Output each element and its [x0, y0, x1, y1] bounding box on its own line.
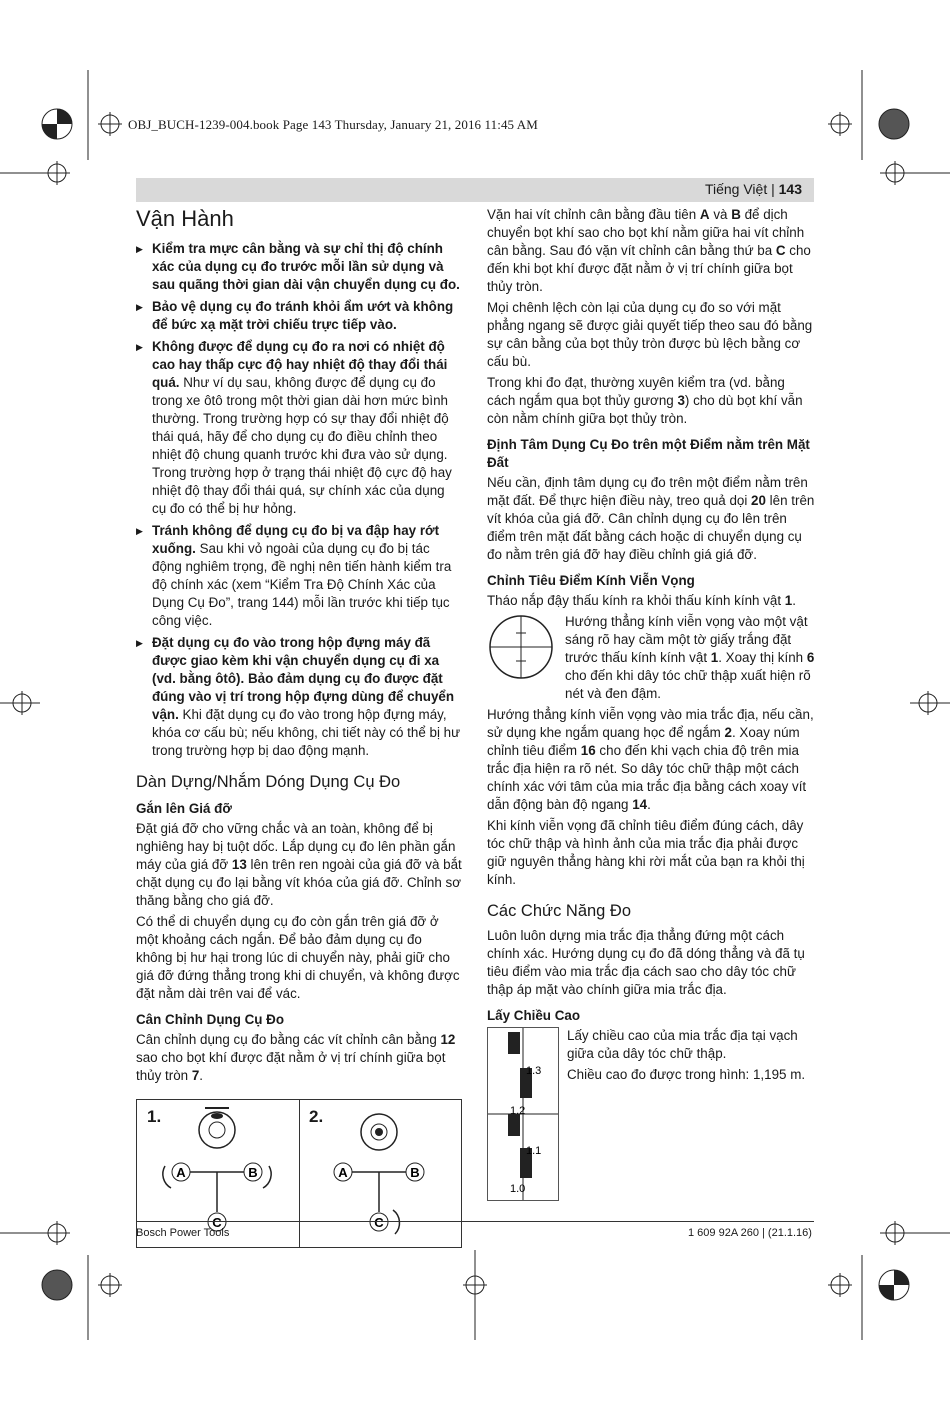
- paragraph: Cân chỉnh dụng cụ đo bằng các vít chỉnh cân bằng 12 sao cho bọt khí được đặt nằm ở vị trí chính giữa bọt thủy tròn 7.: [136, 1032, 456, 1083]
- footer-rule: [136, 1221, 814, 1222]
- figure-step-2: 2. A B C: [299, 1100, 461, 1247]
- subheading-center: Định Tâm Dụng Cụ Đo trên một Điểm nằm trên Mặt Đất: [487, 437, 810, 470]
- screw-label-b: B: [248, 1165, 258, 1180]
- page-number: 143: [778, 181, 802, 197]
- paragraph: Nếu cần, định tâm dụng cụ đo trên một điểm nằm trên mặt đất. Để thực hiện điều này, treo quả dọi 20 lên trên vít khóa của giá đỡ. Cân chỉnh dụng cụ đo lên trên điểm trên mặt đất bằng cách hoặc di chuyển dụng cụ đo nằm trên giá đỡ hay điều chỉnh giá giá đỡ.: [487, 475, 815, 562]
- paragraph: Vặn hai vít chỉnh cân bằng đầu tiên A và B để dịch chuyển bọt khí sao cho bọt khí nằm giữa hai vít chỉnh cân bằng. Sau đó vặn vít chỉnh cân bằng thứ ba C cho đến khi bọt khí được đặt nằm ở vị trí chính giữa bọt thủy tròn.: [487, 207, 811, 294]
- bullet-item: ▶ Kiểm tra mực cân bằng và sự chỉ thị độ chính xác của dụng cụ đo trước mỗi lần sử dụng và sau quãng thời gian dài vận chuyển dụng cụ đo.: [136, 240, 462, 294]
- subheading-focus: Chỉnh Tiêu Điểm Kính Viễn Vọng: [487, 573, 695, 588]
- crosshair-figure: [487, 613, 557, 683]
- leveling-figure: [136, 1099, 462, 1248]
- subheading-mount: Gắn lên Giá đỡ: [136, 801, 232, 816]
- subheading-level: Cân Chỉnh Dụng Cụ Đo: [136, 1012, 285, 1027]
- screw-label-c: C: [374, 1215, 384, 1230]
- leveling-staff-figure: [487, 1027, 559, 1201]
- paragraph: Chiều cao đo được trong hình: 1,195 m.: [567, 1067, 806, 1082]
- height-text: [567, 1027, 815, 1201]
- paragraph: Hướng thẳng kính viễn vọng vào mia trắc địa, nếu cần, sử dụng khe ngắm quang học để ngắm 2. Xoay núm chỉnh tiêu điểm 16 cho đến khi vạch chia độ trên mia trắc địa hiện ra rõ nét. So dây tóc chữ thập một cách chính xác với tâm của mia trắc địa bằng cách xoay vít dẫn động bàn độ ngang 14.: [487, 707, 814, 812]
- page-header: Tiếng Việt | 143: [704, 181, 802, 197]
- figure-step-1: 1. A B C: [137, 1100, 299, 1247]
- staff-label: 1.0: [510, 1183, 526, 1195]
- paragraph: Khi kính viễn vọng đã chỉnh tiêu điểm đúng cách, dây tóc chữ thập và hình ảnh của mia trắc địa phải được giữ nguyên thẳng hàng khi rời mắt của bạn ra khỏi thị kính.: [487, 818, 805, 887]
- focus-block: [487, 613, 815, 706]
- staff-label: 1.1: [526, 1145, 542, 1157]
- screw-label-a: A: [176, 1165, 186, 1180]
- page-title: Vận Hành: [136, 206, 234, 231]
- footer-brand: Bosch Power Tools: [136, 1227, 230, 1239]
- paragraph: Lấy chiều cao của mia trắc địa tại vạch giữa của dây tóc chữ thập.: [567, 1028, 798, 1061]
- paragraph: Đặt giá đỡ cho vững chắc và an toàn, không để bị nghiêng hay bị tuột dốc. Lắp dụng cụ đo lên phần gắn máy của giá đỡ 13 lên trên ren ngoài của giá đỡ và bắt chặt dụng cụ đo lại bằng vít khóa của giá đỡ. Chỉnh sơ thăng bằng cho giá đỡ.: [136, 821, 462, 908]
- book-header: OBJ_BUCH-1239-004.book Page 143 Thursday, January 21, 2016 11:45 AM: [128, 117, 538, 132]
- screw-label-a: A: [338, 1165, 348, 1180]
- staff-label: 1.2: [510, 1105, 526, 1117]
- height-block: [487, 1027, 815, 1201]
- screw-label-b: B: [410, 1165, 420, 1180]
- footer-doc-number: 1 609 92A 260 | (21.1.16): [688, 1227, 812, 1239]
- paragraph: Có thể di chuyển dụng cụ đo còn gắn trên giá đỡ ở một khoảng cách ngắn. Để bảo đảm dụng cụ đo không bị hư hại trong lúc di chuyển này, phải giữ cho giá đỡ đứng thẳng trong khi di chuyển, và không được đặt nằm dài trên vai để vác.: [136, 914, 460, 1001]
- bullet-item: ▶ Không được để dụng cụ đo ra nơi có nhiệt độ cao hay thấp cực độ hay nhiệt độ thay đổi thái quá. Như ví dụ sau, không được để dụng cụ đo trong xe ôtô trong một thời gian dài hơn mức bình thường. Trong trường hợp có sự thay đổi nhiệt độ thái quá, hãy để cho dụng cụ đo điều chỉnh theo nhiệt độ chung quanh trước khi đưa vào sử dụng. Trong trường hợp ở trạng thái nhiệt độ cực độ hay nhiệt độ thay đổi thái quá, sự chính xác của dụng cụ đo có thể bị hư hỏng.: [136, 338, 462, 518]
- paragraph: Trong khi đo đạt, thường xuyên kiểm tra (vd. bằng cách ngắm qua bọt thủy gương 3) cho dù bọt khí vẫn còn nằm chính giữa bọt thủy tròn.: [487, 375, 803, 426]
- screw-label-c: C: [212, 1215, 222, 1230]
- bullet-item: ▶ Đặt dụng cụ đo vào trong hộp đựng máy đã được giao kèm khi vận chuyển dụng cụ đi xa (vd. bằng ôtô). Bảo đảm dụng cụ đo được đặt đúng vào vị trí trong hộp đựng dùng để chuyển vận. Khi đặt dụng cụ đo vào trong hộp đựng máy, khóa cơ cấu bù; nếu không, chi tiết này có thể bị hư trong trường hợp bị dao động mạnh.: [136, 634, 462, 760]
- bullet-item: ▶ Tránh không để dụng cụ đo bị va đập hay rớt xuống. Sau khi vỏ ngoài của dụng cụ đo bị tác động nghiêm trọng, đề nghị nên tiến hành kiểm tra độ chính xác (xem “Kiểm Tra Độ Chính Xác của Dụng Cụ Đo”, trang 144) mỗi lần trước khi tiếp tục công việc.: [136, 522, 462, 630]
- right-column: [487, 206, 815, 1201]
- bullet-item: ▶ Bảo vệ dụng cụ đo tránh khỏi ẩm ướt và không để bức xạ mặt trời chiếu trực tiếp vào.: [136, 298, 462, 334]
- staff-label: 1.3: [526, 1065, 542, 1077]
- registration-target-tl: [42, 109, 122, 139]
- paragraph: Tháo nắp đậy thấu kính ra khỏi thấu kính kính vật 1.: [487, 593, 796, 608]
- section-heading-setup: Dàn Dựng/Nhắm Dóng Dụng Cụ Đo: [136, 773, 401, 791]
- subheading-height: Lấy Chiều Cao: [487, 1008, 581, 1023]
- section-heading-functions: Các Chức Năng Đo: [487, 902, 632, 920]
- registration-target-tr: [828, 109, 909, 139]
- header-language: Tiếng Việt: [704, 181, 768, 197]
- paragraph: Hướng thẳng kính viễn vọng vào một vật sáng rõ hay cầm một tờ giấy trắng đặt trước thấu kính kính vật 1. Xoay thị kính 6 cho đến khi dây tóc chữ thập xuất hiện rõ nét và đen đậm.: [565, 614, 815, 701]
- left-column: [136, 206, 462, 1248]
- paragraph: Mọi chênh lệch còn lại của dụng cụ đo so với mặt phẳng ngang sẽ được giải quyết tiếp theo sau đó bằng sự cân bằng của bọt thủy tròn được bù lệch bằng cơ cấu bù.: [487, 300, 813, 369]
- paragraph: Luôn luôn dựng mia trắc địa thẳng đứng một cách chính xác. Hướng dụng cụ đo đã dóng thẳng và đã tụ tiêu điểm vào mia trắc địa cách sao cho dây tóc chữ thập áp mặt vào chính giữa mia trắc địa.: [487, 928, 805, 997]
